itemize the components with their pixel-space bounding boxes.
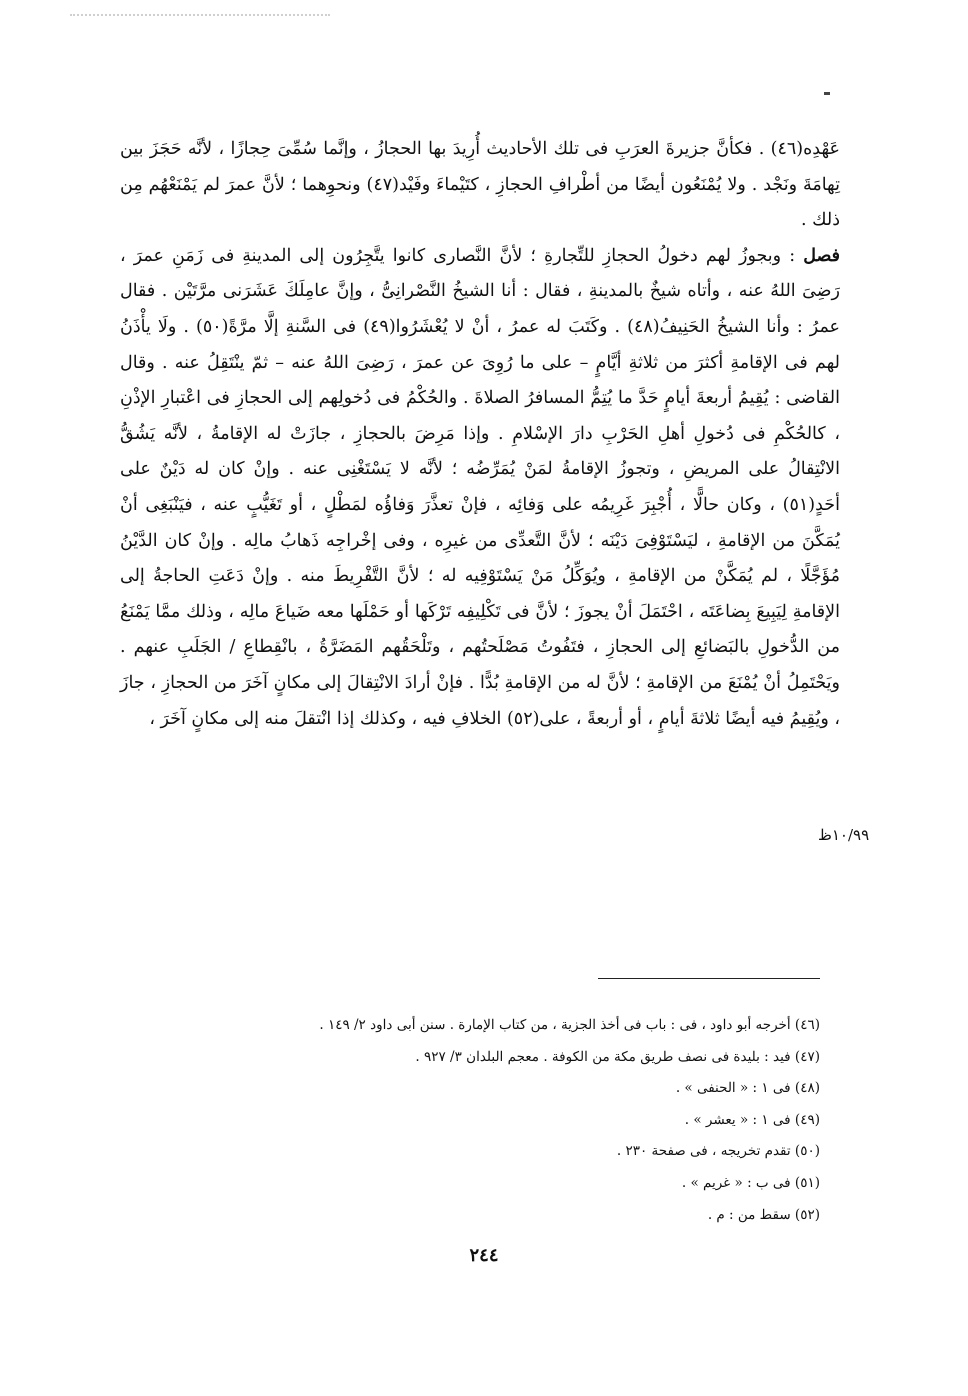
scan-top-mark [70,14,330,18]
paragraph-2: فصل : وبجوزُ لهم دخولُ الحجازِ للتِّجارةِ ؛ لأنَّ النَّصارى كانوا يتَّجِرُون إلى المدينةِ فى زَمَنِ عمرَ ، رَضِىَ اللهُ عنه ، وأتاه شيخٌ بالمدينةِ ، فقال : أنا الشيخُ النَّصْرانِىُّ ، وإنَّ عامِلَكَ عَشَرَنى مرَّتَيْن . فقال عمرُ : وأنا الشيخُ الحَنِيفُ(٤٨) . وكَتَبَ له عمرُ ، أنْ لا يُعْشَرُوا(٤٩) فى السَّنةِ إلَّا مرَّةً(٥٠) . ولَا يأْذَنُ لهم فى الإقامةِ أكثرَ من ثلاثةِ أيَّامٍ – على ما رُوِىَ عن عمرَ ، رَضِىَ اللهُ عنه – ثمّ ينْتَقِلُ عنه . وقال القاضى : يُقِيمُ أربعةَ أيامٍ حَدَّ ما يُتِمُّ المسافرُ الصلاةَ . والحُكْمُ فى دُخولِهم إلى الحجازِ فى اعْتبارِ الإذْنِ ، كالحُكْمِ فى دُخولِ أهلِ الحَرْبِ دارَ الإسْلامِ . وإذا مَرِضَ بالحجازِ ، جازَتْ له الإقامةُ ، لأنَّه يَشُقُّ الانْتِقالُ على المريضِ ، وتجوزُ الإقامةُ لمَنْ يُمَرِّضُه ؛ لأنَّه لا يَسْتَغْنِى عنه . وإنْ كان له دَيْنٌ على أحَدٍ(٥١) ، وكان حالًّا ، أُجْبِرَ غَرِيمُه على وَفائِه ، فإنْ تعذَّرَ وَفاؤُه لمَطْلٍ ، أو تَغَيُّبٍ عنه ، فيَنْبَغِى أنْ يُمَكَّنَ من الإقامةِ ، ليَسْتَوْفِىَ دَيْنَه ؛ لأنَّ التَّعدِّى من غيرِه ، وفى إخْراجِه ذَهابُ مالِه . وإنْ كان الدَّيْنُ مُؤَجَّلًا ، لم يُمَكَّنْ من الإقامةِ ، ويُوَكِّلُ مَنْ يَسْتَوْفِيه له ؛ لأنَّ التَّفْرِيطَ منه . وإنْ دَعَتِ الحاجةُ إلى الإقامةِ لِيَبِيعَ بِضاعَتَه ، احْتَمَلَ أنْ يجوزَ ؛ لأنَّ فى تَكْلِيفِه تَرْكَها أو حَمْلَها معه ضَياعَ مالِه ، وذلك ممَّا يَمْنَعُ من الدُّخولِ بالبَضائعِ إلى الحجازِ ، فتَفُوتُ مَصْلَحتُهم ، وتَلْحَقُهم المَضَرَّةُ ، بانْقِطاعِ / الجَلَبِ عنهم . ويَحْتَمِلُ أنْ يُمْنَعَ من الإقامةِ ؛ لأنَّ له من الإقامةِ بُدًّا . فإنْ أرادَ الانْتِقالَ إلى مكانٍ آخَرَ من الحجازِ ، جازَ ، ويُقِيمُ فيه أيضًا ثلاثةَ أيامٍ ، أو أربعةً ، على(٥٢) الخلافِ فيه ، وكذلك إذا انْتقلَ منه إلى مكانٍ آخَرَ ، [120,245,841,729]
footnote-47: (٤٧) فيد : بليدة فى نصف طريق مكة من الكوفة . معجم البلدان ٣/ ٩٢٧ . [415,1048,820,1065]
page-number: ٢٤٤ [469,1245,499,1266]
footnote-49: (٤٩) فى ١ : « يعشر » . [684,1111,820,1128]
main-text [120,132,840,737]
section-heading-word: فصل [803,245,840,266]
margin-folio-note: ١٠/٩٩ظ [818,826,870,844]
footnote-46: (٤٦) أخرجه أبو داود ، فى : باب فى أخذ الجزية ، من كتاب الإمارة . سنن أبى داود ٢/ ١٤٩ . [319,1017,820,1033]
paragraph-1: عَهْدِه(٤٦) . فكأنَّ جزيرةَ العرَبِ فى تلك الأحاديث أُرِيدَ بها الحجازُ ، وإنَّما سُمِّىَ حِجازًا ، لأنَّه حَجَزَ بين تِهامَةَ ونَجْد . ولا يُمْنَعُون أيضًا من أطْرافِ الحجازِ ، كتَيْماءَ وفَيْد(٤٧) ونحوِهما ؛ لأنَّ عمرَ لم يَمْنَعْهُم مِن ذلك . [120,139,840,231]
footnote-52: (٥٢) سقط من : م . [707,1206,820,1223]
paragraph-2-text: وبجوزُ لهم دخولُ الحجازِ للتِّجارةِ ؛ لأنَّ النَّصارى كانوا يتَّجِرُون إلى المدينةِ فى زَمَنِ عمرَ ، رَضِىَ اللهُ عنه ، وأتاه شيخٌ بالمدينةِ ، فقال : أنا الشيخُ النَّصْرانِىُّ ، وإنَّ عامِلَكَ عَشَرَنى مرَّتَيْن . فقال عمرُ : وأنا الشيخُ الحَنِيفُ(٤٨) . وكَتَبَ له عمرُ ، أنْ لا يُعْشَرُوا(٤٩) فى السَّنةِ إلَّا مرَّةً(٥٠) . ولَا يأْذَنُ لهم فى الإقامةِ أكثرَ من ثلاثةِ أيَّامٍ – على ما رُوِىَ عن عمرَ ، رَضِىَ اللهُ عنه – ثمّ ينْتَقِلُ عنه . وقال القاضى : يُقِيمُ أربعةَ أيامٍ حَدَّ ما يُتِمُّ المسافرُ الصلاةَ . والحُكْمُ فى دُخولِهم إلى الحجازِ فى اعْتبارِ الإذْنِ ، كالحُكْمِ فى دُخولِ أهلِ الحَرْبِ دارَ الإسْلامِ . وإذا مَرِضَ بالحجازِ ، جازَتْ له الإقامةُ ، لأنَّه يَشُقُّ الانْتِقالُ على المريضِ ، وتجوزُ الإقامةُ لمَنْ يُمَرِّضُه ؛ لأنَّه لا يَسْتَغْنِى عنه . وإنْ كان له دَيْنٌ على أحَدٍ(٥١) ، وكان حالًّا ، أُجْبِرَ غَرِيمُه على وَفائِه ، فإنْ تعذَّرَ وَفاؤُه لمَطْلٍ ، أو تَغَيُّبٍ عنه ، فيَنْبَغِى أنْ يُمَكَّنَ من الإقامةِ ، ليَسْتَوْفِىَ دَيْنَه ؛ لأنَّ التَّعدِّى من غيرِه ، وفى إخْراجِه ذَهابُ مالِه . وإنْ كان الدَّيْنُ مُؤَجَّلًا ، لم يُمَكَّنْ من الإقامةِ ، ويُوَكِّلُ مَنْ يَسْتَوْفِيه له ؛ لأنَّ التَّفْرِيطَ منه . وإنْ دَعَتِ الحاجةُ إلى الإقامةِ لِيَبِيعَ بِضاعَتَه ، احْتَمَلَ أنْ يجوزَ ؛ لأنَّ فى تَكْلِيفِه تَرْكَها أو حَمْلَها معه ضَياعَ مالِه ، وذلك ممَّا يَمْنَعُ من الدُّخولِ بالبَضائعِ إلى الحجازِ ، فتَفُوتُ مَصْلَحتُهم ، وتَلْحَقُهم المَضَرَّةُ ، بانْقِطاعِ / الجَلَبِ عنهم . ويَحْتَمِلُ أنْ يُمْنَعَ من الإقامةِ ؛ لأنَّ له من الإقامةِ بُدًّا . فإنْ أرادَ الانْتِقالَ إلى مكانٍ آخَرَ من الحجازِ ، جازَ ، ويُقِيمُ فيه أيضًا ثلاثةَ أيامٍ ، أو أربعةً ، على(٥٢) الخلافِ فيه ، وكذلك إذا انْتقلَ منه إلى مكانٍ آخَرَ ، [120,245,841,729]
scan-dot [824,92,830,95]
footnote-separator [598,978,820,979]
footnote-50: (٥٠) تقدم تخريجه ، فى صفحة ٢٣٠ . [616,1143,820,1160]
footnotes [220,1010,820,1231]
footnote-48: (٤٨) فى ١ : « الحنفى » . [675,1080,820,1097]
footnote-51: (٥١) فى ب : « غريم » . [681,1174,820,1191]
